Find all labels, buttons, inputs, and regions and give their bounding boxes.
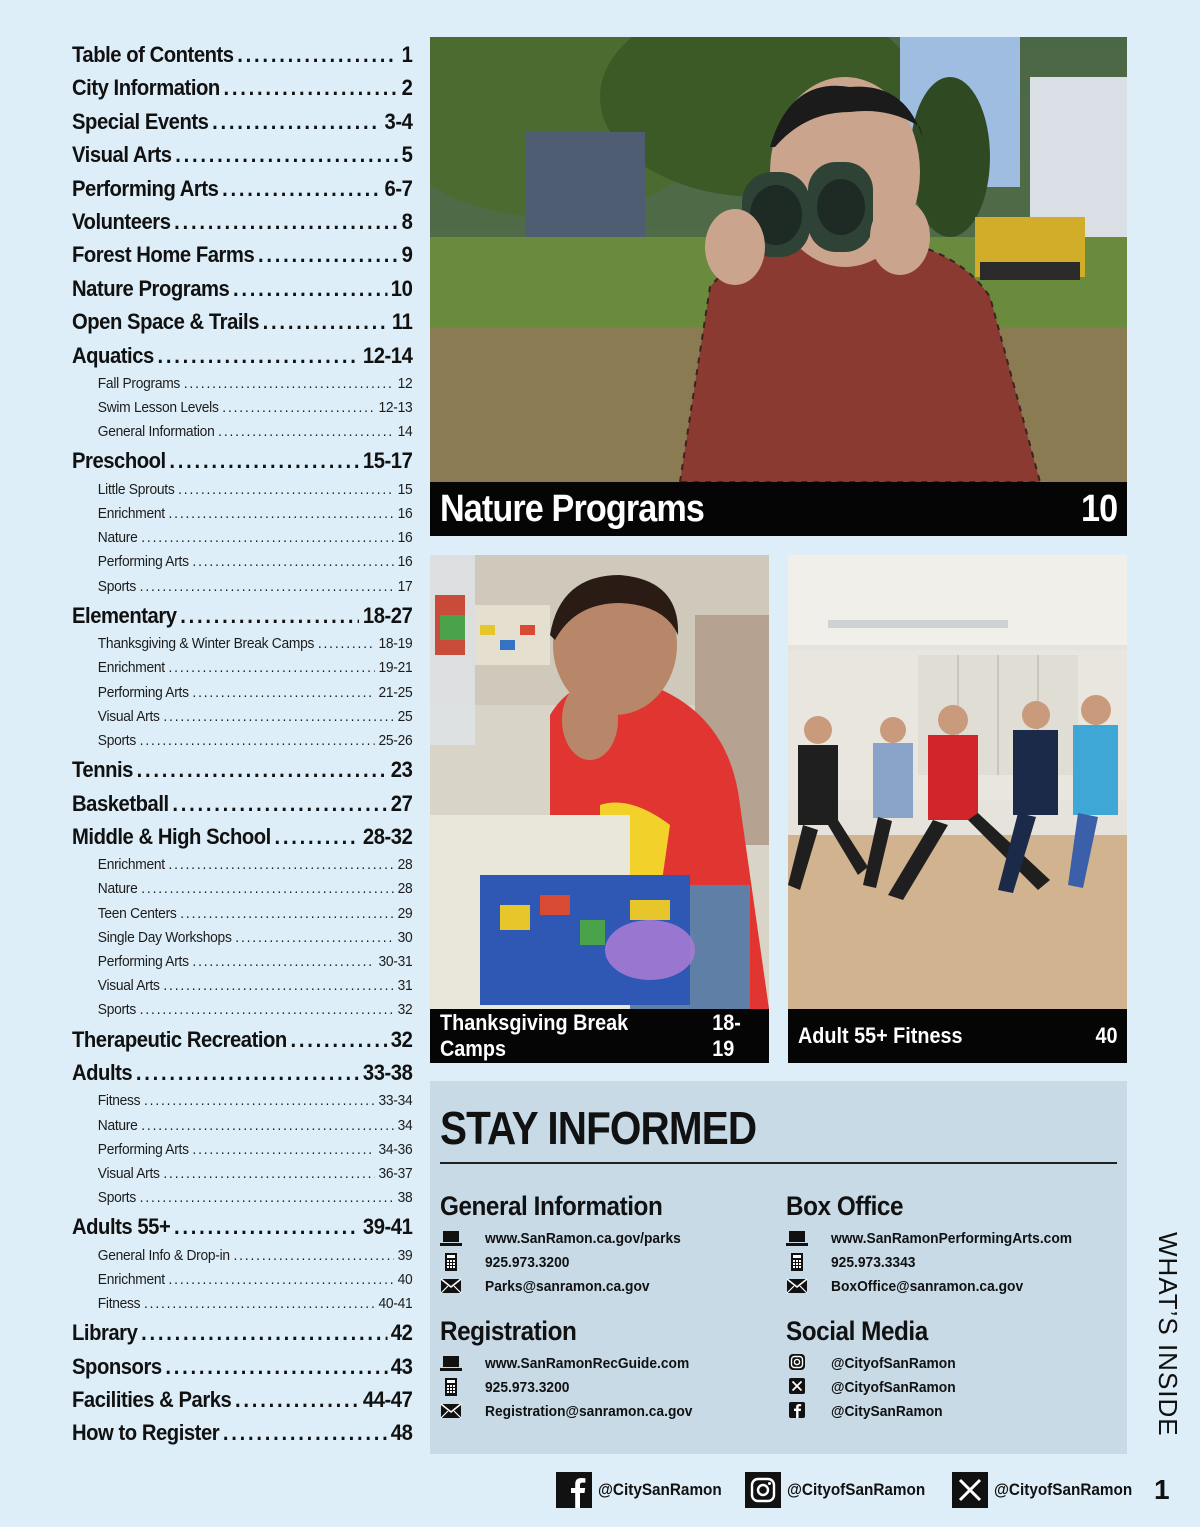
toc-entry-label: Enrichment xyxy=(97,505,165,523)
toc-entry-label: Therapeutic Recreation xyxy=(72,1026,287,1052)
toc-entry-label: Visual Arts xyxy=(97,707,160,725)
toc-entry-label: Enrichment xyxy=(97,659,165,677)
toc-entry[interactable] xyxy=(72,305,412,338)
toc-entry[interactable] xyxy=(72,71,412,104)
toc-entry-page: 32 xyxy=(397,1001,413,1019)
toc-dot-leader xyxy=(258,238,398,271)
toc-entry-page: 11 xyxy=(391,309,413,335)
toc-dot-leader xyxy=(178,478,394,502)
envelope-icon xyxy=(440,1277,462,1295)
toc-dot-leader xyxy=(137,753,387,786)
toc-entry-page: 32 xyxy=(390,1026,413,1052)
phone-icon xyxy=(786,1253,808,1271)
toc-entry-label: Performing Arts xyxy=(97,1140,189,1158)
social-media-block xyxy=(786,1311,1126,1423)
toc-entry-page: 38 xyxy=(397,1189,413,1207)
fitness-caption-title: Adult 55+ Fitness xyxy=(798,1023,963,1048)
toc-subentry[interactable] xyxy=(72,526,412,550)
toc-entry-label: Performing Arts xyxy=(97,553,189,571)
toc-entry-page: 28-32 xyxy=(362,823,413,849)
toc-subentry[interactable] xyxy=(72,502,412,526)
toc-entry-page: 39 xyxy=(397,1246,413,1264)
toc-dot-leader xyxy=(165,1350,387,1383)
toc-entry-page: 14 xyxy=(397,423,413,441)
toc-entry-label: Single Day Workshops xyxy=(97,928,232,946)
toc-entry-page: 30 xyxy=(397,928,413,946)
toc-subentry[interactable] xyxy=(72,1186,412,1210)
toc-entry-page: 21-25 xyxy=(378,683,413,701)
toc-entry-page: 34 xyxy=(397,1116,413,1134)
toc-subentry[interactable] xyxy=(72,877,412,901)
registration-phone[interactable]: 925.973.3200 xyxy=(485,1378,570,1396)
toc-entry-label: Elementary xyxy=(72,602,177,628)
toc-entry[interactable] xyxy=(72,1056,412,1089)
toc-entry-label: Facilities & Parks xyxy=(72,1387,232,1413)
toc-entry[interactable] xyxy=(72,238,412,271)
toc-entry-label: Nature xyxy=(97,529,138,547)
toc-entry-page: 25 xyxy=(397,707,413,725)
toc-subentry[interactable] xyxy=(72,1089,412,1113)
toc-entry-page: 16 xyxy=(397,553,413,571)
toc-entry-label: Visual Arts xyxy=(97,1164,160,1182)
registration-email-row[interactable] xyxy=(440,1399,780,1423)
toc-entry-label: General Information xyxy=(97,423,215,441)
toc-entry-page: 34-36 xyxy=(378,1140,413,1158)
box-office-web-row[interactable] xyxy=(786,1226,1126,1250)
toc-dot-leader xyxy=(223,1416,387,1449)
toc-entry[interactable] xyxy=(72,339,412,372)
toc-entry-page: 9 xyxy=(401,242,413,268)
toc-entry[interactable] xyxy=(72,1210,412,1243)
toc-entry-label: Performing Arts xyxy=(97,953,189,971)
toc-entry-label: Nature xyxy=(97,880,138,898)
toc-entry-page: 12 xyxy=(397,374,413,392)
toc-entry-label: Middle & High School xyxy=(72,823,271,849)
toc-subentry[interactable] xyxy=(72,1162,412,1186)
toc-entry-page: 23 xyxy=(390,757,413,783)
toc-dot-leader xyxy=(157,339,359,372)
toc-dot-leader xyxy=(168,502,393,526)
whats-inside-side-label: WHAT’S INSIDE xyxy=(1153,1232,1183,1437)
registration-block xyxy=(440,1311,780,1423)
toc-entry-page: 40-41 xyxy=(378,1295,413,1313)
toc-subentry[interactable] xyxy=(72,420,412,444)
toc-dot-leader xyxy=(140,998,394,1022)
toc-dot-leader xyxy=(168,1268,393,1292)
social-x-row[interactable] xyxy=(786,1375,1126,1399)
toc-entry-label: City Information xyxy=(72,75,220,101)
toc-entry-label: Visual Arts xyxy=(97,977,160,995)
toc-dot-leader xyxy=(212,105,381,138)
toc-dot-leader xyxy=(141,526,394,550)
social-x-handle[interactable]: @CityofSanRamon xyxy=(831,1378,956,1396)
toc-dot-leader xyxy=(140,729,375,753)
general-email[interactable]: Parks@sanramon.ca.gov xyxy=(485,1277,650,1295)
toc-dot-leader xyxy=(140,1186,394,1210)
toc-entry-label: Visual Arts xyxy=(72,142,172,168)
toc-entry-label: Adults 55+ xyxy=(72,1214,171,1240)
registration-web-link[interactable]: www.SanRamonRecGuide.com xyxy=(485,1354,690,1372)
toc-entry[interactable] xyxy=(72,787,412,820)
footer-facebook-handle[interactable]: @CitySanRamon xyxy=(598,1480,722,1499)
toc-entry-label: Adults xyxy=(72,1060,133,1085)
photo-adult-fitness xyxy=(788,555,1127,1063)
footer-facebook[interactable] xyxy=(556,1472,736,1508)
toc-dot-leader xyxy=(184,372,394,396)
stay-informed-divider xyxy=(440,1162,1117,1164)
toc-dot-leader xyxy=(174,1210,359,1243)
toc-entry[interactable] xyxy=(72,138,412,171)
toc-dot-leader xyxy=(144,1292,375,1316)
toc-entry-page: 28 xyxy=(397,880,413,898)
toc-dot-leader xyxy=(263,305,389,338)
toc-entry-label: Open Space & Trails xyxy=(72,309,259,335)
toc-subentry[interactable] xyxy=(72,656,412,680)
toc-dot-leader xyxy=(163,1162,374,1186)
toc-entry[interactable] xyxy=(72,820,412,853)
toc-dot-leader xyxy=(180,599,359,632)
toc-subentry[interactable] xyxy=(72,1114,412,1138)
instagram-icon xyxy=(745,1472,781,1508)
toc-subentry[interactable] xyxy=(72,974,412,998)
toc-entry-label: Enrichment xyxy=(97,856,165,874)
toc-entry[interactable] xyxy=(72,1023,412,1056)
laptop-icon xyxy=(440,1229,462,1247)
social-facebook-row[interactable] xyxy=(786,1399,1126,1423)
toc-entry-label: Preschool xyxy=(72,448,166,474)
toc-subentry[interactable] xyxy=(72,1268,412,1292)
toc-entry-label: Sports xyxy=(97,1189,136,1207)
box-office-heading: Box Office xyxy=(786,1191,904,1221)
toc-dot-leader xyxy=(235,1383,359,1416)
toc-dot-leader xyxy=(168,853,393,877)
social-media-heading: Social Media xyxy=(786,1316,928,1346)
toc-entry-page: 16 xyxy=(397,529,413,547)
toc-dot-leader xyxy=(223,71,397,104)
photo-boy-with-lego xyxy=(430,555,769,1009)
toc-entry[interactable] xyxy=(72,1316,412,1349)
toc-entry-page: 8 xyxy=(401,208,413,234)
toc-dot-leader xyxy=(141,1316,387,1349)
box-office-web-link[interactable]: www.SanRamonPerformingArts.com xyxy=(831,1229,1073,1247)
toc-entry-label: Sponsors xyxy=(72,1353,162,1379)
toc-subentry[interactable] xyxy=(72,729,412,753)
toc-dot-leader xyxy=(318,632,375,656)
box-office-phone[interactable]: 925.973.3343 xyxy=(831,1253,916,1271)
toc-dot-leader xyxy=(192,550,394,574)
toc-dot-leader xyxy=(163,974,394,998)
toc-entry-page: 29 xyxy=(397,904,413,922)
toc-dot-leader xyxy=(192,950,374,974)
x-logo-icon xyxy=(952,1472,988,1508)
toc-dot-leader xyxy=(275,820,360,853)
toc-entry-page: 12-13 xyxy=(378,399,413,417)
page-number: 1 xyxy=(1154,1474,1170,1505)
toc-dot-leader xyxy=(169,444,359,477)
toc-entry[interactable] xyxy=(72,1383,412,1416)
toc-entry-page: 3-4 xyxy=(384,108,413,134)
toc-entry-page: 16 xyxy=(397,505,413,523)
phone-icon xyxy=(440,1253,462,1271)
toc-entry-page: 30-31 xyxy=(378,953,413,971)
toc-entry-label: Enrichment xyxy=(97,1270,165,1288)
toc-dot-leader xyxy=(172,787,387,820)
toc-entry-page: 18-27 xyxy=(362,602,413,628)
toc-entry[interactable] xyxy=(72,38,412,71)
x-logo-icon xyxy=(786,1378,808,1396)
toc-subentry[interactable] xyxy=(72,1292,412,1316)
toc-entry-page: 19-21 xyxy=(378,659,413,677)
toc-dot-leader xyxy=(233,272,387,305)
toc-dot-leader xyxy=(218,420,394,444)
toc-entry-page: 10 xyxy=(390,275,413,301)
toc-entry-label: Fitness xyxy=(97,1295,141,1313)
toc-subentry[interactable] xyxy=(72,550,412,574)
toc-entry-label: Aquatics xyxy=(72,342,154,368)
toc-entry[interactable] xyxy=(72,272,412,305)
photo-seniors-exercising xyxy=(788,555,1127,1009)
toc-entry-label: Thanksgiving & Winter Break Camps xyxy=(97,635,315,653)
toc-entry-page: 25-26 xyxy=(378,731,413,749)
toc-subentry[interactable] xyxy=(72,926,412,950)
toc-entry-page: 27 xyxy=(390,790,413,816)
toc-dot-leader xyxy=(233,1244,393,1268)
box-office-block xyxy=(786,1186,1126,1298)
general-information-block xyxy=(440,1186,780,1298)
toc-entry-label: Fitness xyxy=(97,1092,141,1110)
toc-dot-leader xyxy=(291,1023,388,1056)
toc-subentry[interactable] xyxy=(72,853,412,877)
box-office-email[interactable]: BoxOffice@sanramon.ca.gov xyxy=(831,1277,1024,1295)
toc-dot-leader xyxy=(163,705,394,729)
toc-entry-label: Special Events xyxy=(72,108,209,134)
toc-entry-page: 36-37 xyxy=(378,1164,413,1182)
toc-dot-leader xyxy=(175,138,398,171)
camp-caption-page: 18-19 xyxy=(712,1010,741,1061)
envelope-icon xyxy=(786,1277,808,1295)
toc-entry[interactable] xyxy=(72,599,412,632)
photo-thanksgiving-camps xyxy=(430,555,769,1063)
toc-entry-page: 18-19 xyxy=(378,635,413,653)
toc-entry-page: 48 xyxy=(390,1420,413,1446)
toc-subentry[interactable] xyxy=(72,396,412,420)
general-web-link[interactable]: www.SanRamon.ca.gov/parks xyxy=(485,1229,681,1247)
toc-subentry[interactable] xyxy=(72,632,412,656)
toc-entry-label: Library xyxy=(72,1320,138,1346)
social-instagram-handle[interactable]: @CityofSanRamon xyxy=(831,1354,956,1372)
toc-dot-leader xyxy=(174,205,398,238)
toc-entry-label: Sports xyxy=(97,731,136,749)
toc-dot-leader xyxy=(136,1056,359,1089)
toc-entry-label: Swim Lesson Levels xyxy=(97,399,219,417)
toc-entry-label: General Info & Drop-in xyxy=(97,1246,230,1264)
toc-entry-page: 5 xyxy=(401,142,413,168)
stay-informed-title: STAY INFORMED xyxy=(440,1102,757,1154)
feature-caption xyxy=(430,482,1127,536)
toc-entry-page: 28 xyxy=(397,856,413,874)
toc-subentry[interactable] xyxy=(72,575,412,599)
camp-caption xyxy=(430,1009,769,1063)
envelope-icon xyxy=(440,1402,462,1420)
toc-entry-label: Volunteers xyxy=(72,208,171,234)
toc-entry[interactable] xyxy=(72,444,412,477)
laptop-icon xyxy=(440,1354,462,1372)
fitness-caption xyxy=(788,1009,1127,1063)
fitness-caption-page: 40 xyxy=(1094,1023,1117,1048)
feature-caption-page: 10 xyxy=(1080,487,1117,530)
toc-entry-page: 42 xyxy=(390,1320,413,1346)
toc-entry-label: Performing Arts xyxy=(97,683,189,701)
toc-subentry[interactable] xyxy=(72,902,412,926)
toc-entry-page: 15 xyxy=(397,480,413,498)
phone-icon xyxy=(440,1378,462,1396)
toc-entry-page: 6-7 xyxy=(384,175,413,201)
footer-instagram[interactable] xyxy=(745,1472,941,1508)
toc-entry-label: Tennis xyxy=(72,757,133,783)
registration-phone-row[interactable] xyxy=(440,1375,780,1399)
feature-caption-title: Nature Programs xyxy=(440,487,704,530)
toc-entry-label: How to Register xyxy=(72,1420,220,1446)
toc-entry-label: Basketball xyxy=(72,790,169,816)
instagram-icon xyxy=(786,1354,808,1372)
toc-entry[interactable] xyxy=(72,205,412,238)
stay-informed-panel xyxy=(430,1081,1127,1454)
registration-email[interactable]: Registration@sanramon.ca.gov xyxy=(485,1402,693,1420)
toc-subentry[interactable] xyxy=(72,998,412,1022)
registration-web-row[interactable] xyxy=(440,1351,780,1375)
toc-entry-page: 43 xyxy=(390,1353,413,1379)
registration-heading: Registration xyxy=(440,1316,577,1346)
toc-entry-label: Nature xyxy=(97,1116,138,1134)
toc-entry-page: 2 xyxy=(401,75,413,101)
facebook-icon xyxy=(786,1402,808,1420)
toc-entry-label: Little Sprouts xyxy=(97,480,175,498)
toc-dot-leader xyxy=(141,877,394,901)
box-office-email-row[interactable] xyxy=(786,1274,1126,1298)
toc-dot-leader xyxy=(141,1114,394,1138)
toc-entry-label: Forest Home Farms xyxy=(72,242,255,268)
toc-entry[interactable] xyxy=(72,753,412,786)
toc-entry-page: 39-41 xyxy=(362,1214,413,1240)
toc-subentry[interactable] xyxy=(72,372,412,396)
toc-entry-page: 12-14 xyxy=(362,342,413,368)
toc-entry[interactable] xyxy=(72,172,412,205)
toc-dot-leader xyxy=(168,656,374,680)
toc-subentry[interactable] xyxy=(72,950,412,974)
social-facebook-handle[interactable]: @CitySanRamon xyxy=(831,1402,943,1420)
laptop-icon xyxy=(786,1229,808,1247)
toc-entry[interactable] xyxy=(72,105,412,138)
toc-dot-leader xyxy=(192,1138,374,1162)
toc-entry-label: Fall Programs xyxy=(97,374,181,392)
toc-entry-label: Sports xyxy=(97,1001,136,1019)
footer-x-handle[interactable]: @CityofSanRamon xyxy=(994,1480,1133,1499)
toc-entry[interactable] xyxy=(72,1416,412,1449)
general-web-row[interactable] xyxy=(440,1226,780,1250)
toc-entry-label: Teen Centers xyxy=(97,904,177,922)
toc-dot-leader xyxy=(140,575,394,599)
general-information-heading: General Information xyxy=(440,1191,663,1221)
toc-subentry[interactable] xyxy=(72,1244,412,1268)
toc-subentry[interactable] xyxy=(72,681,412,705)
toc-entry[interactable] xyxy=(72,1350,412,1383)
toc-entry-label: Performing Arts xyxy=(72,175,219,201)
footer-instagram-handle[interactable]: @CityofSanRamon xyxy=(787,1480,926,1499)
toc-dot-leader xyxy=(235,926,394,950)
camp-caption-title: Thanksgiving Break Camps xyxy=(440,1010,629,1061)
table-of-contents xyxy=(72,38,412,1450)
toc-entry-label: Sports xyxy=(97,577,136,595)
toc-entry-page: 33-38 xyxy=(362,1060,413,1085)
toc-entry-page: 17 xyxy=(397,577,413,595)
toc-entry-page: 40 xyxy=(397,1270,413,1288)
toc-dot-leader xyxy=(144,1089,375,1113)
toc-dot-leader xyxy=(180,902,394,926)
toc-entry-page: 31 xyxy=(397,977,413,995)
facebook-icon xyxy=(556,1472,592,1508)
toc-entry-page: 1 xyxy=(401,42,413,67)
toc-subentry[interactable] xyxy=(72,705,412,729)
toc-entry-page: 15-17 xyxy=(362,448,413,474)
feature-photo-nature-programs xyxy=(430,37,1127,536)
box-office-phone-row[interactable] xyxy=(786,1250,1126,1274)
general-phone-row[interactable] xyxy=(440,1250,780,1274)
general-email-row[interactable] xyxy=(440,1274,780,1298)
toc-entry-label: Nature Programs xyxy=(72,275,230,301)
toc-entry-page: 44-47 xyxy=(362,1387,413,1413)
toc-entry-label: Table of Contents xyxy=(72,42,234,67)
toc-subentry[interactable] xyxy=(72,1138,412,1162)
general-phone[interactable]: 925.973.3200 xyxy=(485,1253,570,1271)
footer-x[interactable] xyxy=(952,1472,1148,1508)
toc-dot-leader xyxy=(222,396,375,420)
toc-entry-page: 33-34 xyxy=(378,1092,413,1110)
toc-dot-leader xyxy=(222,172,381,205)
social-instagram-row[interactable] xyxy=(786,1351,1126,1375)
photo-child-with-binoculars xyxy=(430,37,1127,482)
toc-dot-leader xyxy=(237,38,398,71)
toc-dot-leader xyxy=(192,681,374,705)
toc-subentry[interactable] xyxy=(72,478,412,502)
